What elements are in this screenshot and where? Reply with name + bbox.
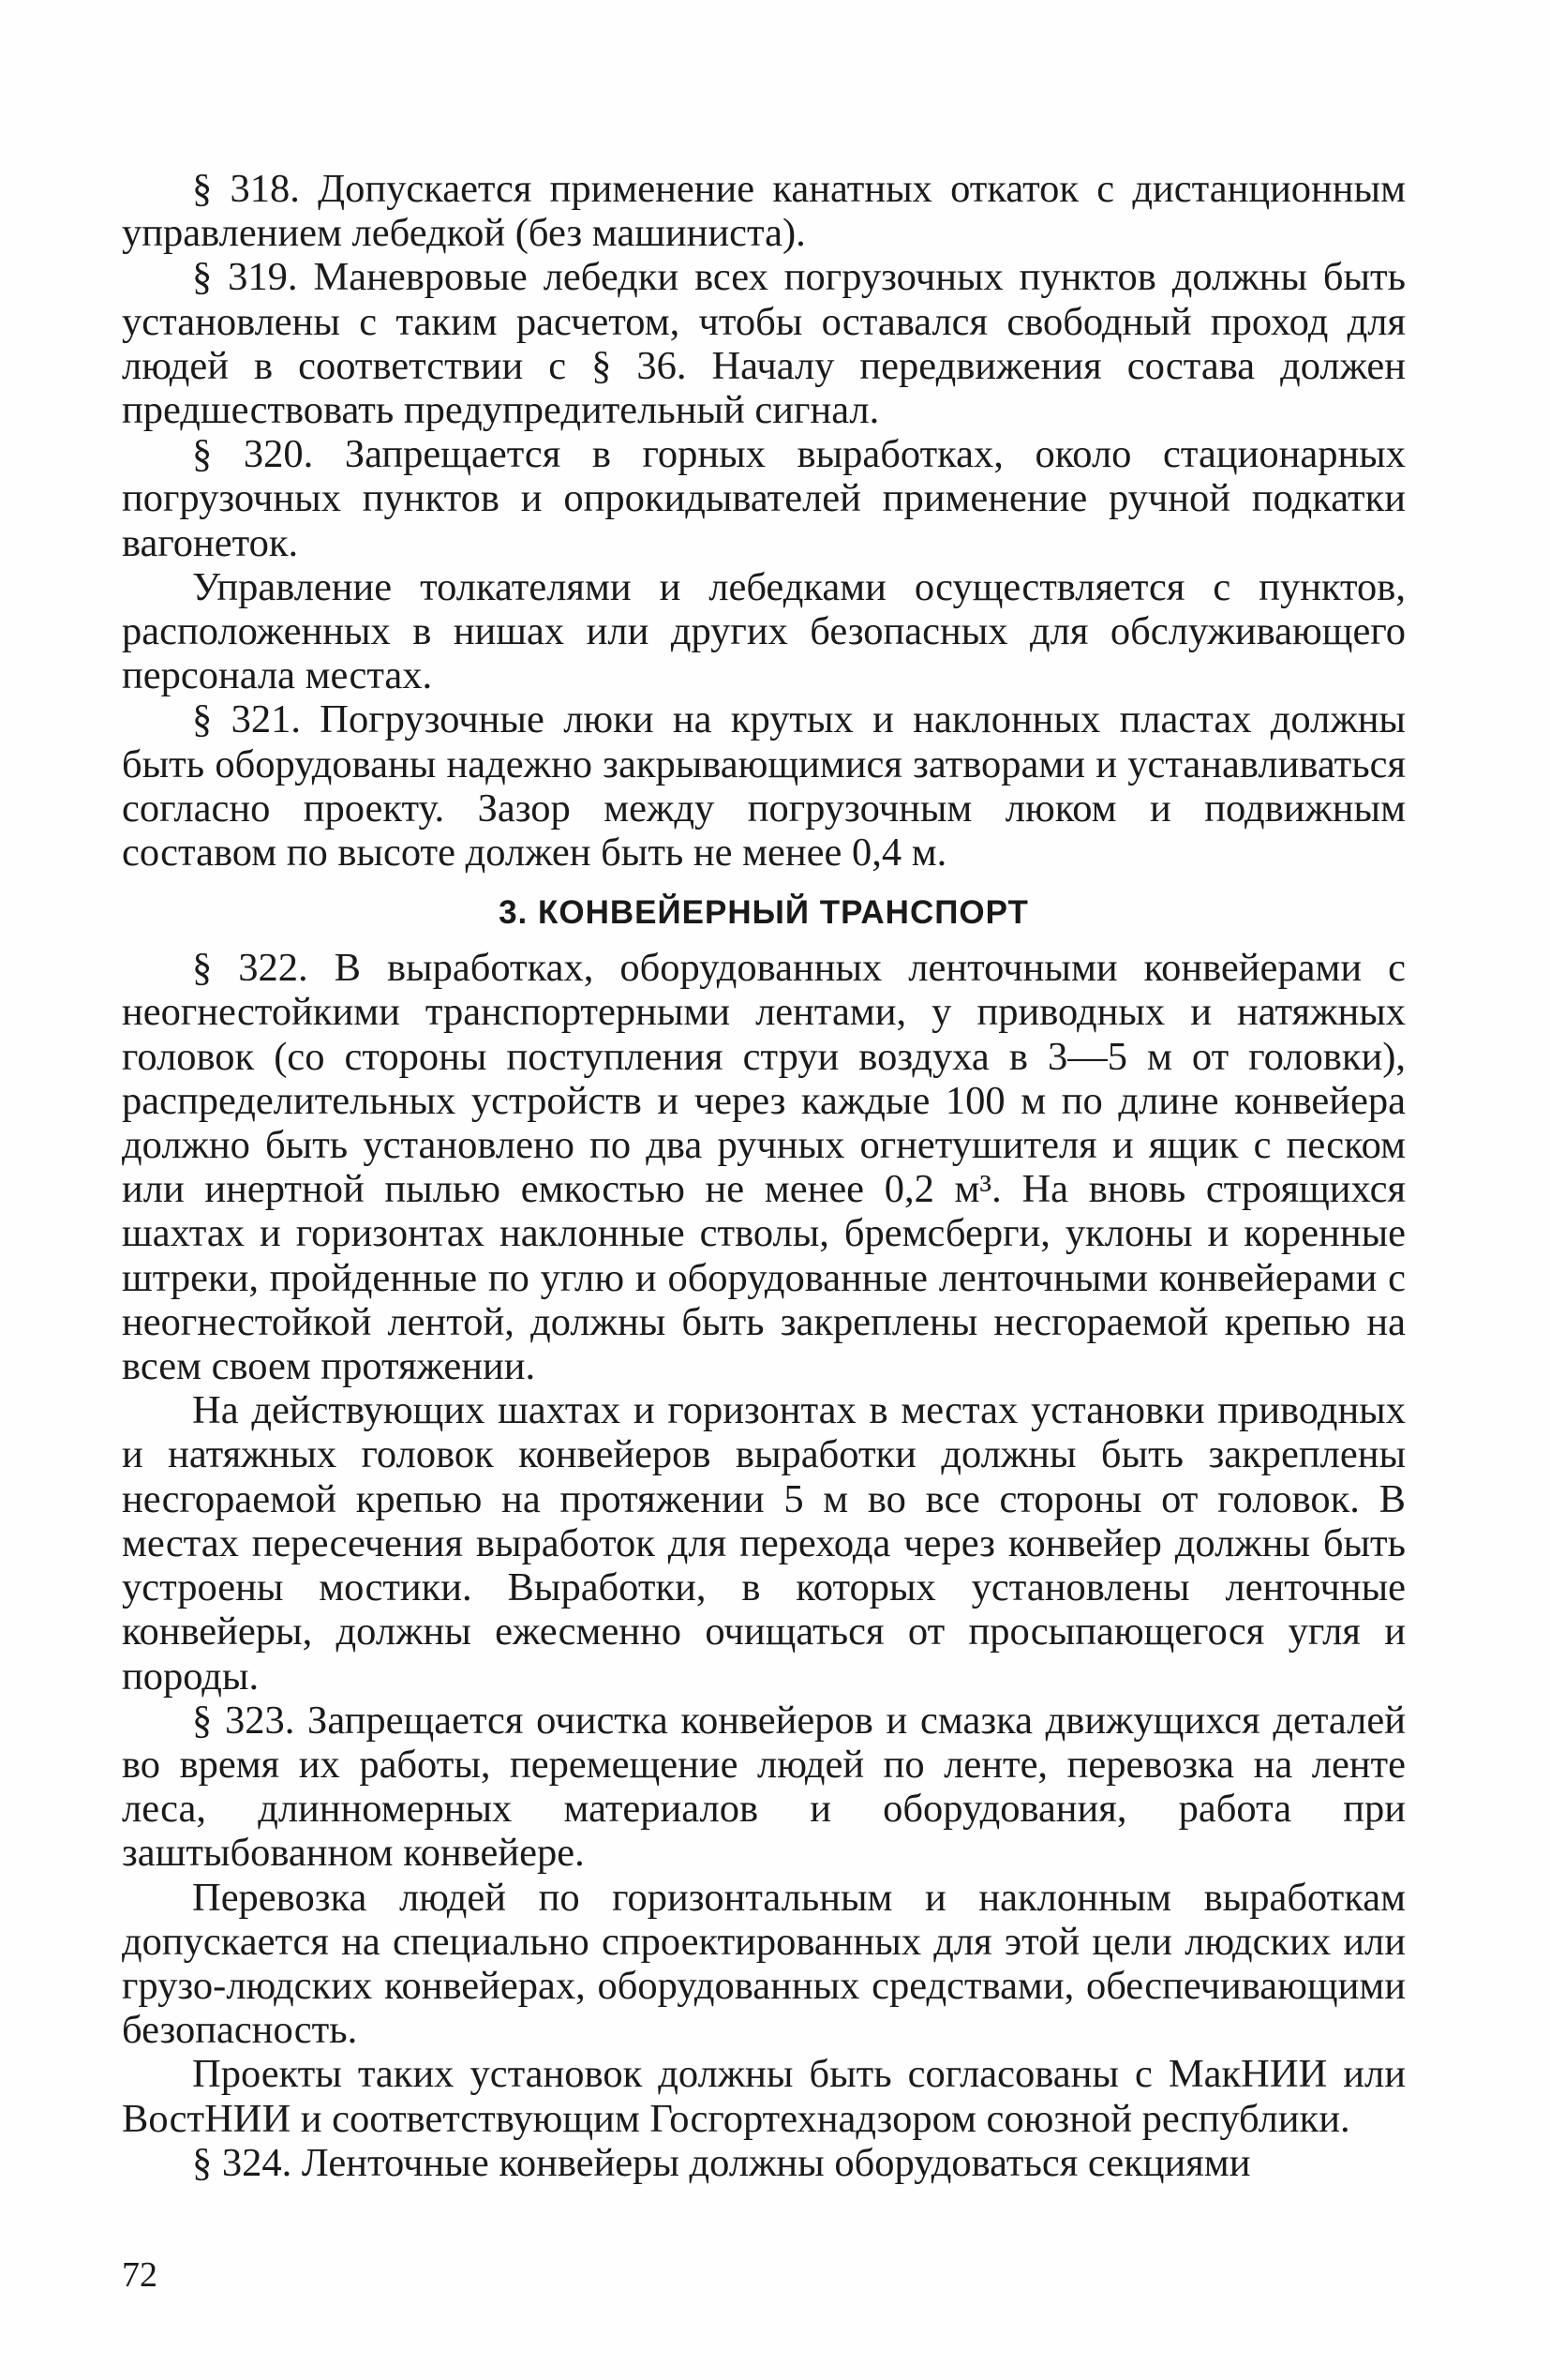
paragraph-322: § 322. В выработках, оборудованных ленточными конвейерами с неогнестойкими транспортерными лентами, у приводных и натяжных головок (со стороны поступления струи воздуха в 3—5 м от головки), распределительных устройств и через каждые 100 м по длине конвейера должно быть установлено по два ручных огнетушителя и ящик с песком или инертной пылью емкостью не менее 0,2 м³. На вновь строящихся шахтах и горизонтах наклонные стволы, бремсберги, уклоны и коренные штреки, пройденные по углю и оборудованные ленточными конвейерами с неогнестойкой лентой, должны быть закреплены несгораемой крепью на всем своем протяжении. <box>122 946 1406 1389</box>
page-number: 72 <box>122 2255 157 2295</box>
paragraph-323: § 323. Запрещается очистка конвейеров и смазка движущихся деталей во время их работы, перемещение людей по ленте, перевозка на ленте леса, длинномерных материалов и оборудования, работа при заштыбованном конвейере. <box>122 1698 1406 1876</box>
paragraph-322-continued: На действующих шахтах и горизонтах в местах установки приводных и натяжных головок конвейеров выработки должны быть закреплены несгораемой крепью на протяжении 5 м во все стороны от головок. В местах пересечения выработок для перехода через конвейер должны быть устроены мостики. Выработки, в которых установлены ленточные конвейеры, должны ежесменно очищаться от просыпающегося угля и породы. <box>122 1388 1406 1699</box>
paragraph-321: § 321. Погрузочные люки на крутых и наклонных пластах должны быть оборудованы надежно закрывающимися затворами и устанавливаться согласно проекту. Зазор между погрузочным люком и подвижным составом по высоте должен быть не менее 0,4 м. <box>122 697 1406 876</box>
paragraph-324: § 324. Ленточные конвейеры должны оборудоваться секциями <box>192 2140 1251 2185</box>
section-heading: 3. КОНВЕЙЕРНЫЙ ТРАНСПОРТ <box>499 894 1029 932</box>
paragraph-323-projects: Проекты таких установок должны быть согласованы с МакНИИ или ВостНИИ и соответствующим Госгортехнадзором союзной республики. <box>122 2052 1406 2141</box>
paragraph-320: § 320. Запрещается в горных выработках, около стационарных погрузочных пунктов и опрокидывателей применение ручной подкатки вагонеток. <box>122 432 1406 565</box>
paragraph-320-continued: Управление толкателями и лебедками осуществляется с пунктов, расположенных в нишах или других безопасных для обслуживающего персонала местах. <box>122 564 1406 698</box>
body-text <box>122 167 1406 2185</box>
paragraph-318: § 318. Допускается применение канатных откаток с дистанционным управлением лебедкой (без машиниста). <box>122 167 1406 256</box>
paragraph-323-continued: Перевозка людей по горизонтальным и наклонным выработкам допускается на специально спроектированных для этой цели людских или грузо-людских конвейерах, оборудованных средствами, обеспечивающими безопасность. <box>122 1875 1406 2053</box>
paragraph-319: § 319. Маневровые лебедки всех погрузочных пунктов должны быть установлены с таким расчетом, чтобы оставался свободный проход для людей в соответствии с § 36. Началу передвижения состава должен предшествовать предупредительный сигнал. <box>122 255 1406 433</box>
